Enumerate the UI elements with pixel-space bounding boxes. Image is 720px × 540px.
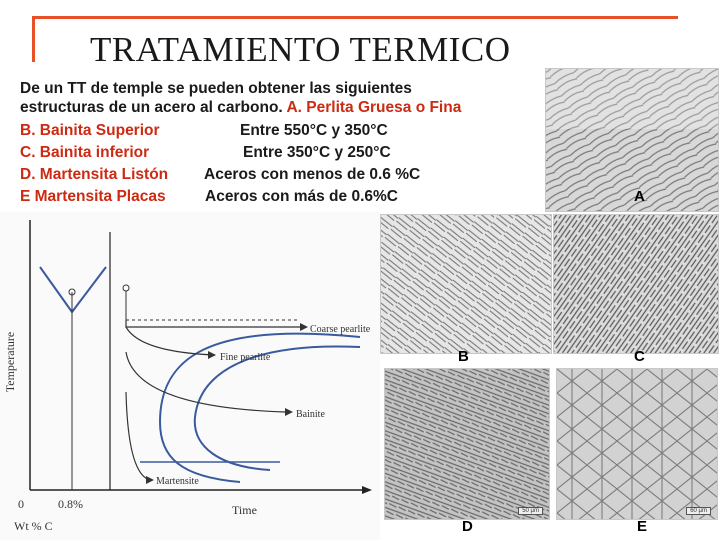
micrograph-b-label: B xyxy=(458,348,469,365)
x-axis-label: Time xyxy=(232,503,257,517)
coarse-pearlite-label: Coarse pearlite xyxy=(310,324,371,335)
intro-line-1: De un TT de temple se pueden obtener las siguientes xyxy=(20,80,412,97)
micrograph-b xyxy=(380,214,552,354)
micrograph-e-scale: 60 µm xyxy=(686,507,711,515)
title-frame-left-rule xyxy=(32,16,35,62)
fine-pearlite-label: Fine pearlite xyxy=(220,352,271,363)
intro-line-2 xyxy=(20,99,461,117)
micrograph-a-label: A xyxy=(634,188,645,205)
origin-label: 0 xyxy=(18,497,24,511)
item-e-label: E Martensita Placas xyxy=(20,188,166,205)
micrograph-e-label: E xyxy=(637,518,648,535)
y-axis-label: Temperature xyxy=(3,331,17,393)
item-c-desc: Entre 350°C y 250°C xyxy=(243,144,391,161)
slide-title: TRATAMIENTO TERMICO xyxy=(90,30,511,69)
item-d-desc: Aceros con menos de 0.6 %C xyxy=(204,166,421,183)
item-b-label: B. Bainita Superior xyxy=(20,122,160,139)
item-a-label: A. Perlita Gruesa o Fina xyxy=(286,99,462,116)
micrograph-e xyxy=(556,368,718,520)
martensite-label: Martensite xyxy=(156,476,199,487)
intro-line-2-text: estructuras de un acero al carbono. xyxy=(20,99,283,116)
micrograph-a xyxy=(545,68,719,212)
ttt-diagram xyxy=(0,212,380,540)
title-frame-top-rule xyxy=(32,16,678,19)
micrograph-c-label: C xyxy=(634,348,645,365)
micrograph-d-label: D xyxy=(462,518,473,535)
micrograph-c xyxy=(553,214,719,354)
composition-axis-label: Wt % C xyxy=(14,519,53,533)
composition-tick-label: 0.8% xyxy=(58,497,83,511)
item-c-label: C. Bainita inferior xyxy=(20,144,150,161)
item-b-desc: Entre 550°C y 350°C xyxy=(240,122,388,139)
item-e-desc: Aceros con más de 0.6%C xyxy=(205,188,398,205)
quench-start-point xyxy=(123,285,129,291)
micrograph-d xyxy=(384,368,550,520)
micrograph-d-scale: 50 µm xyxy=(518,507,543,515)
bainite-label: Bainite xyxy=(296,409,325,420)
item-d-label: D. Martensita Listón xyxy=(20,166,169,183)
